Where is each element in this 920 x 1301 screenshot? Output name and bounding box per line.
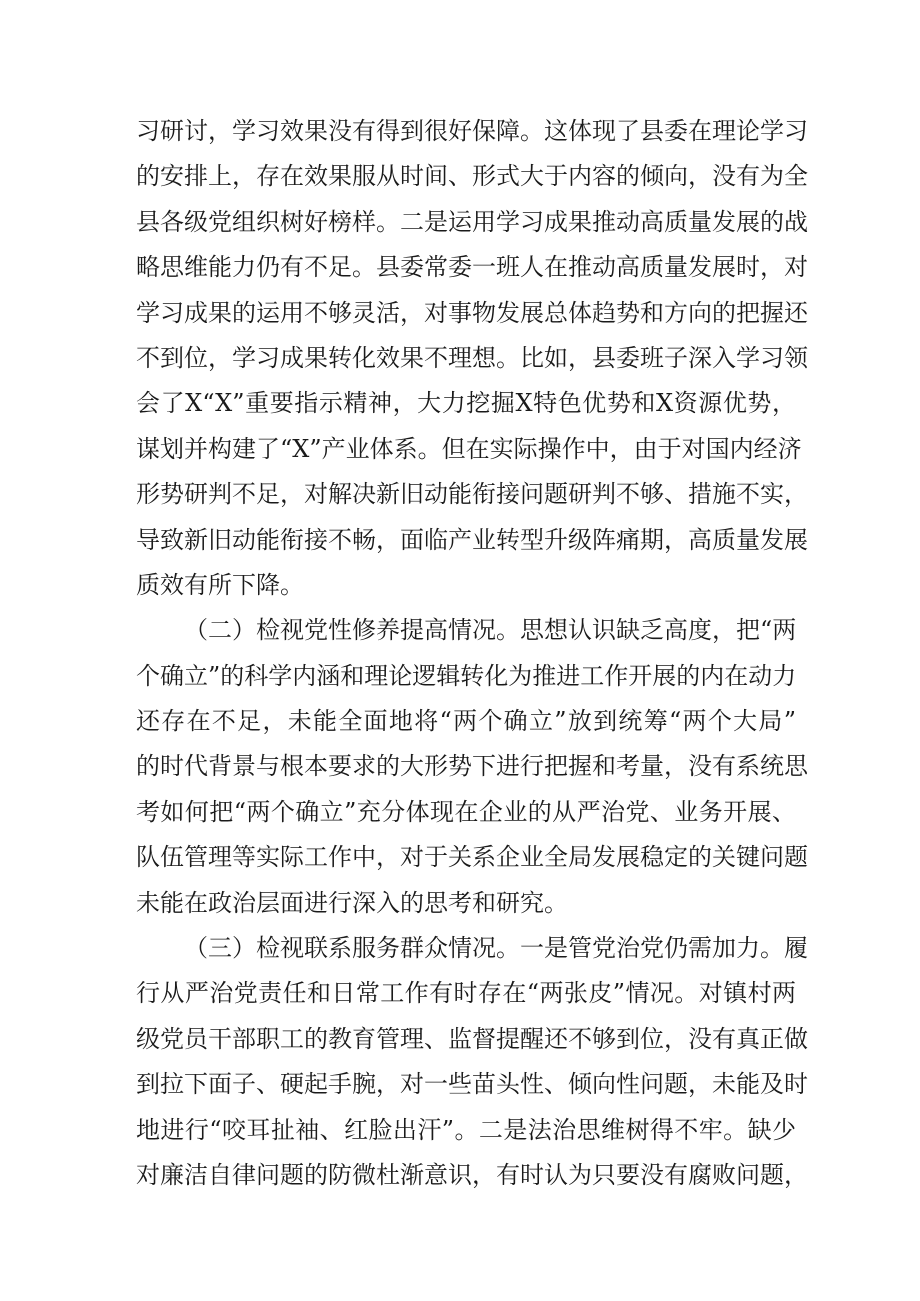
text-line: 地进行“咬耳扯袖、红脸出汗”。二是法治思维树得不牢。缺少 <box>136 1115 796 1144</box>
text-line: （二）检视党性修养提高情况。思想认识缺乏高度，把“两 <box>184 616 797 645</box>
text-line: （三）检视联系服务群众情况。一是管党治党仍需加力。履 <box>184 934 808 963</box>
text-line: 略思维能力仍有不足。县委常委一班人在推动高质量发展时，对 <box>136 253 808 282</box>
text-line: 导致新旧动能衔接不畅，面临产业转型升级阵痛期，高质量发展 <box>136 525 808 554</box>
paragraph-2 <box>136 608 808 926</box>
text-line: 级党员干部职工的教育管理、监督提醒还不够到位，没有真正做 <box>136 1024 808 1053</box>
text-line: 行从严治党责任和日常工作有时存在“两张皮”情况。对镇村两 <box>136 979 796 1008</box>
paragraph-1 <box>136 109 808 608</box>
text-line: 不到位，学习成果转化效果不理想。比如，县委班子深入学习领 <box>136 343 808 372</box>
text-line: 形势研判不足，对解决新旧动能衔接问题研判不够、措施不实， <box>136 480 808 509</box>
text-line: 到拉下面子、硬起手腕，对一些苗头性、倾向性问题，未能及时 <box>136 1070 808 1099</box>
text-line: 县各级党组织树好榜样。二是运用学习成果推动高质量发展的战 <box>136 207 808 236</box>
text-line: 质效有所下降。 <box>136 570 304 599</box>
text-line: 个确立”的科学内涵和理论逻辑转化为推进工作开展的内在动力 <box>136 661 797 690</box>
text-line: 习研讨，学习效果没有得到很好保障。这体现了县委在理论学习 <box>136 117 808 145</box>
text-line: 还存在不足，未能全面地将“两个确立”放到统筹“两个大局” <box>136 707 796 736</box>
text-line: 谋划并构建了“X”产业体系。但在实际操作中，由于对国内经济 <box>136 434 802 463</box>
text-line: 对廉洁自律问题的防微杜渐意识，有时认为只要没有腐败问题， <box>136 1160 808 1189</box>
document-body <box>136 109 808 1198</box>
text-line: 会了X“X”重要指示精神，大力挖掘X特色优势和X资源优势， <box>136 389 796 418</box>
text-line: 未能在政治层面进行深入的思考和研究。 <box>136 888 568 917</box>
paragraph-3 <box>136 926 808 1198</box>
text-line: 学习成果的运用不够灵活，对事物发展总体趋势和方向的把握还 <box>136 298 808 327</box>
text-line: 的安排上，存在效果服从时间、形式大于内容的倾向，没有为全 <box>136 162 808 191</box>
text-line: 队伍管理等实际工作中，对于关系企业全局发展稳定的关键问题 <box>136 843 808 872</box>
text-line: 的时代背景与根本要求的大形势下进行把握和考量，没有系统思 <box>136 752 808 781</box>
text-line: 考如何把“两个确立”充分体现在企业的从严治党、业务开展、 <box>136 797 796 826</box>
